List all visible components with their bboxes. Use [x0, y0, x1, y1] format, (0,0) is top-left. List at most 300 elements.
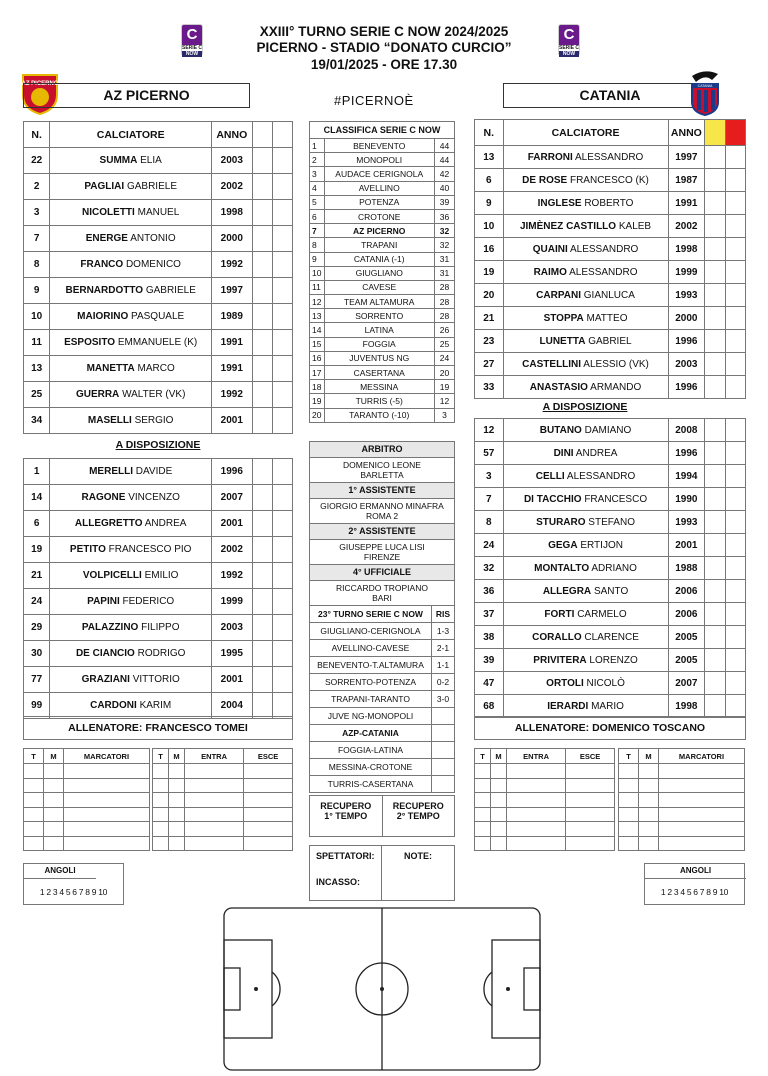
standings-row	[310, 380, 455, 394]
player-year: 2001	[668, 534, 705, 557]
red-card-cell	[725, 557, 745, 580]
player-row	[475, 488, 746, 511]
player-name: ANASTASIO ARMANDO	[503, 376, 668, 399]
red-card-cell	[272, 174, 292, 200]
standings-table	[309, 121, 455, 423]
player-year: 1991	[668, 192, 705, 215]
player-name: STURARO STEFANO	[503, 511, 668, 534]
standings-points: 31	[434, 252, 454, 266]
corners-label: ANGOLI	[24, 864, 96, 879]
col-year: ANNO	[212, 122, 252, 148]
catania-crest	[688, 66, 722, 116]
player-name: DE ROSE FRANCESCO (K)	[503, 169, 668, 192]
yellow-card-cell	[705, 307, 725, 330]
referee-name: DOMENICO LEONE BARLETTA	[310, 458, 454, 483]
player-row	[475, 307, 746, 330]
away-team-name: CATANIA	[503, 83, 717, 108]
red-card-cell	[725, 649, 745, 672]
player-row	[475, 511, 746, 534]
standings-position: 16	[310, 351, 325, 365]
player-name: ALLEGRETTO ANDREA	[50, 511, 212, 537]
player-number: 25	[24, 382, 50, 408]
player-year: 2006	[668, 603, 705, 626]
player-name: QUAINI ALESSANDRO	[503, 238, 668, 261]
player-name: BUTANO DAMIANO	[503, 419, 668, 442]
player-number: 6	[24, 511, 50, 537]
recupero-second-half: RECUPERO 2° TEMPO	[392, 801, 444, 821]
standings-row	[310, 408, 455, 422]
player-row	[24, 511, 293, 537]
player-row	[24, 459, 293, 485]
player-number: 8	[24, 252, 50, 278]
player-number: 34	[24, 408, 50, 434]
player-number: 21	[24, 563, 50, 589]
red-card-cell	[272, 693, 292, 719]
player-year: 2000	[668, 307, 705, 330]
player-number: 37	[475, 603, 504, 626]
player-year: 2003	[668, 353, 705, 376]
player-name: ENERGE ANTONIO	[50, 226, 212, 252]
player-year: 2005	[668, 649, 705, 672]
player-row	[475, 649, 746, 672]
player-row	[475, 169, 746, 192]
match-result	[432, 776, 455, 793]
match-result: 1-3	[432, 623, 455, 640]
player-row	[475, 215, 746, 238]
col-year: ANNO	[668, 120, 705, 146]
yellow-card-column	[252, 122, 272, 148]
result-header: RIS	[432, 606, 455, 623]
player-name: PETITO FRANCESCO PIO	[50, 537, 212, 563]
grid-row	[24, 836, 150, 851]
grid-row	[24, 764, 150, 779]
player-name: MONTALTO ADRIANO	[503, 557, 668, 580]
player-name: FRANCO DOMENICO	[50, 252, 212, 278]
red-card-cell	[272, 356, 292, 382]
yellow-card-cell	[705, 261, 725, 284]
player-year: 1994	[668, 465, 705, 488]
player-name: ESPOSITO EMMANUELE (K)	[50, 330, 212, 356]
col-player: CALCIATORE	[503, 120, 668, 146]
yellow-card-cell	[252, 589, 272, 615]
standings-points: 32	[434, 224, 454, 238]
match-result: 0-2	[432, 674, 455, 691]
player-name: FORTI CARMELO	[503, 603, 668, 626]
player-year: 2001	[212, 667, 252, 693]
player-year: 1992	[212, 382, 252, 408]
standings-position: 2	[310, 153, 325, 167]
player-name: INGLESE ROBERTO	[503, 192, 668, 215]
football-pitch-diagram	[222, 906, 542, 1072]
assistant-1-name: GIORGIO ERMANNO MINAFRA ROMA 2	[310, 499, 454, 524]
player-name: ALLEGRA SANTO	[503, 580, 668, 603]
svg-text:AZ PICERNO: AZ PICERNO	[21, 81, 59, 87]
red-card-cell	[725, 695, 745, 718]
player-name: RAGONE VINCENZO	[50, 485, 212, 511]
match-result: 3-0	[432, 691, 455, 708]
red-card-cell	[725, 511, 745, 534]
player-year: 1993	[668, 511, 705, 534]
standings-row	[310, 167, 455, 181]
player-row	[24, 356, 293, 382]
notes-label: NOTE:	[404, 851, 432, 861]
standings-position: 9	[310, 252, 325, 266]
player-name: GUERRA WALTER (VK)	[50, 382, 212, 408]
match-name: GIUGLIANO-CERIGNOLA	[310, 623, 432, 640]
standings-row	[310, 224, 455, 238]
player-name: CELLI ALESSANDRO	[503, 465, 668, 488]
yellow-card-cell	[252, 330, 272, 356]
player-number: 38	[475, 626, 504, 649]
yellow-card-cell	[252, 408, 272, 434]
player-number: 7	[475, 488, 504, 511]
standings-row	[310, 295, 455, 309]
yellow-card-cell	[705, 534, 725, 557]
match-name: JUVE NG-MONOPOLI	[310, 708, 432, 725]
player-name: DE CIANCIO RODRIGO	[50, 641, 212, 667]
red-card-cell	[272, 382, 292, 408]
yellow-card-cell	[705, 557, 725, 580]
spectators-box	[309, 845, 455, 901]
player-row	[475, 146, 746, 169]
standings-team: CAVESE	[324, 280, 434, 294]
player-number: 47	[475, 672, 504, 695]
player-name: CORALLO CLARENCE	[503, 626, 668, 649]
player-row	[24, 382, 293, 408]
standings-position: 15	[310, 337, 325, 351]
away-coach: ALLENATORE: DOMENICO TOSCANO	[474, 716, 746, 740]
player-row	[475, 695, 746, 718]
player-name: MANETTA MARCO	[50, 356, 212, 382]
yellow-card-cell	[705, 672, 725, 695]
yellow-card-cell	[705, 419, 725, 442]
grid-row	[619, 764, 745, 779]
player-number: 9	[24, 278, 50, 304]
player-number: 8	[475, 511, 504, 534]
match-name: MESSINA-CROTONE	[310, 759, 432, 776]
home-bench-table	[23, 458, 293, 719]
standings-position: 7	[310, 224, 325, 238]
standings-position: 1	[310, 139, 325, 153]
home-bench-title: A DISPOSIZIONE	[115, 439, 201, 451]
home-subs-grid: T M ENTRA ESCE	[152, 748, 293, 851]
player-name: MERELLI DAVIDE	[50, 459, 212, 485]
player-year: 2001	[212, 511, 252, 537]
player-number: 21	[475, 307, 504, 330]
hashtag: #PICERNOÈ	[334, 93, 414, 108]
player-year: 1988	[668, 557, 705, 580]
player-year: 1997	[668, 146, 705, 169]
home-coach: ALLENATORE: FRANCESCO TOMEI	[23, 716, 293, 740]
serie-c-logo-right: C SERIE C NOW	[559, 26, 580, 57]
standings-team: CATANIA (-1)	[324, 252, 434, 266]
yellow-card-cell	[252, 200, 272, 226]
player-row	[475, 672, 746, 695]
player-row	[475, 353, 746, 376]
standings-position: 4	[310, 181, 325, 195]
yellow-card-cell	[252, 174, 272, 200]
yellow-card-cell	[705, 215, 725, 238]
player-name: GRAZIANI VITTORIO	[50, 667, 212, 693]
player-number: 99	[24, 693, 50, 719]
corners-numbers: 1 2 3 4 5 6 7 8 9 10	[39, 887, 108, 897]
header-line-2: PICERNO - STADIO “DONATO CURCIO”	[256, 40, 512, 55]
home-corners-box	[23, 863, 124, 905]
player-row	[24, 615, 293, 641]
standings-position: 3	[310, 167, 325, 181]
serie-c-logo-left: C SERIE C NOW	[182, 26, 203, 57]
assistant-2-title: 2° ASSISTENTE	[310, 524, 454, 540]
player-row	[24, 408, 293, 434]
player-row	[475, 465, 746, 488]
player-number: 13	[475, 146, 504, 169]
standings-row	[310, 153, 455, 167]
red-card-cell	[725, 261, 745, 284]
yellow-card-cell	[705, 465, 725, 488]
player-year: 2007	[212, 485, 252, 511]
standings-points: 31	[434, 266, 454, 280]
player-year: 1992	[212, 563, 252, 589]
grid-row	[475, 793, 615, 808]
standings-row	[310, 337, 455, 351]
grid-row	[24, 822, 150, 837]
standings-team: POTENZA	[324, 195, 434, 209]
grid-row	[153, 836, 293, 851]
standings-row	[310, 238, 455, 252]
player-name: NICOLETTI MANUEL	[50, 200, 212, 226]
grid-row	[619, 836, 745, 851]
player-year: 2008	[668, 419, 705, 442]
red-card-cell	[272, 563, 292, 589]
assistant-1-title: 1° ASSISTENTE	[310, 483, 454, 499]
match-result: 1-1	[432, 657, 455, 674]
standings-row	[310, 394, 455, 408]
yellow-card-cell	[705, 146, 725, 169]
yellow-card-cell	[252, 278, 272, 304]
standings-team: GIUGLIANO	[324, 266, 434, 280]
player-number: 3	[475, 465, 504, 488]
player-number: 39	[475, 649, 504, 672]
match-result: 2-1	[432, 640, 455, 657]
red-card-column	[725, 120, 745, 146]
player-name: CARDONI KARIM	[50, 693, 212, 719]
standings-team: TURRIS (-5)	[324, 394, 434, 408]
standings-points: 28	[434, 295, 454, 309]
match-name: TRAPANI-TARANTO	[310, 691, 432, 708]
grid-row	[24, 778, 150, 793]
red-card-cell	[272, 615, 292, 641]
standings-row	[310, 309, 455, 323]
match-result	[432, 708, 455, 725]
player-number: 20	[475, 284, 504, 307]
standings-team: TARANTO (-10)	[324, 408, 434, 422]
match-name: TURRIS-CASERTANA	[310, 776, 432, 793]
yellow-card-cell	[252, 226, 272, 252]
red-card-cell	[725, 580, 745, 603]
player-row	[475, 534, 746, 557]
matchday-table	[309, 605, 455, 793]
red-card-cell	[272, 278, 292, 304]
standings-position: 12	[310, 295, 325, 309]
player-name: JIMÈNEZ CASTILLO KALEB	[503, 215, 668, 238]
player-year: 1991	[212, 356, 252, 382]
yellow-card-cell	[705, 376, 725, 399]
player-name: RAIMO ALESSANDRO	[503, 261, 668, 284]
player-row	[24, 563, 293, 589]
yellow-card-cell	[705, 695, 725, 718]
standings-position: 11	[310, 280, 325, 294]
red-card-cell	[725, 169, 745, 192]
yellow-card-cell	[252, 563, 272, 589]
player-year: 1989	[212, 304, 252, 330]
player-year: 1999	[212, 589, 252, 615]
player-number: 36	[475, 580, 504, 603]
player-year: 1998	[212, 200, 252, 226]
player-number: 77	[24, 667, 50, 693]
player-number: 24	[24, 589, 50, 615]
match-row	[310, 640, 455, 657]
fourth-official-title: 4° UFFICIALE	[310, 565, 454, 581]
yellow-card-cell	[252, 615, 272, 641]
player-row	[475, 557, 746, 580]
standings-position: 13	[310, 309, 325, 323]
grid-row	[475, 807, 615, 822]
player-name: PALAZZINO FILIPPO	[50, 615, 212, 641]
player-row	[475, 419, 746, 442]
match-result	[432, 759, 455, 776]
player-name: VOLPICELLI EMILIO	[50, 563, 212, 589]
standings-position: 5	[310, 195, 325, 209]
standings-points: 32	[434, 238, 454, 252]
grid-row	[475, 764, 615, 779]
player-row	[475, 442, 746, 465]
player-row	[475, 330, 746, 353]
standings-team: AUDACE CERIGNOLA	[324, 167, 434, 181]
player-number: 7	[24, 226, 50, 252]
red-card-cell	[725, 238, 745, 261]
player-row	[475, 580, 746, 603]
revenue-label: INCASSO:	[316, 877, 361, 887]
standings-points: 44	[434, 139, 454, 153]
red-card-cell	[725, 488, 745, 511]
player-name: FARRONI ALESSANDRO	[503, 146, 668, 169]
red-card-cell	[725, 419, 745, 442]
player-number: 10	[24, 304, 50, 330]
red-card-cell	[725, 376, 745, 399]
yellow-card-cell	[705, 192, 725, 215]
player-year: 2003	[212, 615, 252, 641]
yellow-card-cell	[705, 511, 725, 534]
player-row	[475, 192, 746, 215]
grid-row	[619, 778, 745, 793]
standings-points: 25	[434, 337, 454, 351]
standings-row	[310, 139, 455, 153]
player-number: 19	[24, 537, 50, 563]
red-card-cell	[725, 284, 745, 307]
red-card-cell	[272, 200, 292, 226]
standings-position: 10	[310, 266, 325, 280]
red-card-cell	[272, 330, 292, 356]
player-row	[24, 330, 293, 356]
player-number: 29	[24, 615, 50, 641]
player-name: CARPANI GIANLUCA	[503, 284, 668, 307]
red-card-cell	[725, 465, 745, 488]
standings-points: 44	[434, 153, 454, 167]
standings-position: 20	[310, 408, 325, 422]
standings-row	[310, 195, 455, 209]
yellow-card-cell	[705, 353, 725, 376]
red-card-cell	[725, 146, 745, 169]
grid-row	[153, 822, 293, 837]
yellow-card-cell	[252, 537, 272, 563]
match-name: AVELLINO-CAVESE	[310, 640, 432, 657]
player-row	[24, 304, 293, 330]
standings-row	[310, 366, 455, 380]
player-year: 2001	[212, 408, 252, 434]
player-number: 23	[475, 330, 504, 353]
recupero-box	[309, 795, 455, 837]
grid-row	[153, 793, 293, 808]
corners-label: ANGOLI	[645, 864, 746, 879]
red-card-cell	[272, 667, 292, 693]
yellow-card-cell	[705, 488, 725, 511]
player-row	[24, 537, 293, 563]
player-year: 1996	[668, 330, 705, 353]
player-name: IERARDI MARIO	[503, 695, 668, 718]
standings-team: AVELLINO	[324, 181, 434, 195]
red-card-column	[272, 122, 292, 148]
red-card-cell	[725, 215, 745, 238]
player-number: 30	[24, 641, 50, 667]
player-name: BERNARDOTTO GABRIELE	[50, 278, 212, 304]
player-row	[24, 278, 293, 304]
standings-points: 36	[434, 209, 454, 223]
red-card-cell	[725, 307, 745, 330]
red-card-cell	[272, 148, 292, 174]
col-number: N.	[24, 122, 50, 148]
player-year: 2000	[212, 226, 252, 252]
match-row	[310, 759, 455, 776]
standings-position: 6	[310, 209, 325, 223]
red-card-cell	[725, 626, 745, 649]
header-line-3: 19/01/2025 - ORE 17.30	[310, 57, 458, 72]
yellow-card-cell	[252, 459, 272, 485]
player-row	[24, 693, 293, 719]
player-name: GEGA ERTIJON	[503, 534, 668, 557]
player-year: 2007	[668, 672, 705, 695]
player-number: 14	[24, 485, 50, 511]
player-year: 1995	[212, 641, 252, 667]
standings-team: JUVENTUS NG	[324, 351, 434, 365]
player-name: DINI ANDREA	[503, 442, 668, 465]
standings-position: 14	[310, 323, 325, 337]
player-number: 22	[24, 148, 50, 174]
match-row	[310, 725, 455, 742]
red-card-cell	[272, 485, 292, 511]
match-row	[310, 691, 455, 708]
away-bench-table	[474, 418, 746, 718]
fourth-official-name: RICCARDO TROPIANO BARI	[336, 583, 428, 603]
match-result	[432, 742, 455, 759]
standings-team: FOGGIA	[324, 337, 434, 351]
player-row	[475, 261, 746, 284]
red-card-cell	[272, 459, 292, 485]
player-name: MAIORINO PASQUALE	[50, 304, 212, 330]
red-card-cell	[272, 304, 292, 330]
away-scorers-grid: T M MARCATORI	[618, 748, 745, 851]
match-row	[310, 776, 455, 793]
standings-team: CROTONE	[324, 209, 434, 223]
